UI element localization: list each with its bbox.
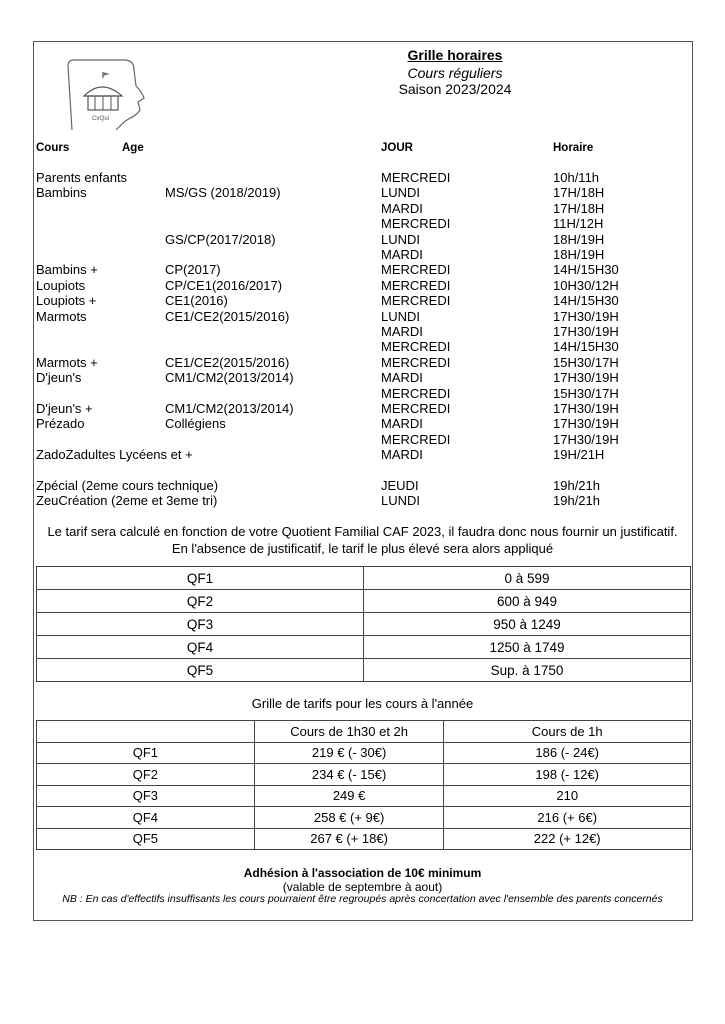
schedule-age: GS/CP(2017/2018) [165, 231, 276, 247]
circus-logo [64, 56, 150, 134]
schedule-jour: MERCREDI [381, 401, 451, 416]
schedule-age: CE1/CE2(2015/2016) [165, 354, 290, 370]
schedule-horaire: 15H30/17H [553, 385, 619, 401]
schedule-age: CP/CE1(2016/2017) [165, 277, 283, 293]
tarif-qf: QF1 [37, 742, 255, 764]
schedule-jour: LUNDI [381, 308, 421, 324]
tarif-short: 216 (+ 6€) [444, 807, 691, 829]
tarif-qf: QF3 [37, 785, 255, 807]
page-subtitle: Cours réguliers [407, 65, 503, 81]
tarif-short: 222 (+ 12€) [444, 828, 691, 850]
col-header-jour: JOUR [381, 142, 413, 154]
qf-label: QF4 [37, 636, 364, 659]
schedule-jour: MARDI [381, 447, 423, 463]
schedule-jour: MERCREDI [381, 385, 451, 401]
schedule-age: CE1/CE2(2015/2016) [165, 308, 290, 324]
schedule-jour: MERCREDI [381, 170, 451, 185]
schedule-horaire: 10H30/12H [553, 277, 619, 293]
schedule-cours: Parents enfants [36, 170, 128, 185]
schedule-jour: MARDI [381, 324, 423, 339]
tarif-short: 186 (- 24€) [444, 742, 691, 764]
qf-label: QF2 [37, 590, 364, 613]
qf-range: Sup. à 1750 [364, 659, 691, 682]
tarif-long: 249 € [254, 785, 444, 807]
schedule-horaire: 17H30/19H [553, 416, 619, 432]
table-row [37, 636, 691, 659]
schedule-jour: MERCREDI [381, 277, 451, 293]
tarif-long: 258 € (+ 9€) [254, 807, 444, 829]
schedule-cours: Marmots + [36, 354, 98, 370]
schedule-horaire: 11H/12H [553, 216, 604, 232]
schedule-horaire: 18H/19H [553, 247, 605, 262]
qf-label: QF3 [37, 613, 364, 636]
table-row [37, 742, 691, 764]
schedule-horaire: 14H/15H30 [553, 339, 619, 355]
schedule-jour: MERCREDI [381, 216, 451, 232]
table-row [37, 613, 691, 636]
table-row [37, 807, 691, 829]
tarif-long: 267 € (+ 18€) [254, 828, 444, 850]
qf-label: QF1 [37, 567, 364, 590]
nb-text: NB : En cas d'effectifs insuffisants les cours pourraient être regroupés après concertation avec l'ensemble des parents concernés [62, 893, 663, 905]
tarif-header: Cours de 1h30 et 2h [254, 721, 444, 743]
schedule-horaire: 18H/19H [553, 231, 605, 247]
tarif-qf: QF5 [37, 828, 255, 850]
schedule-horaire: 17H/18H [553, 200, 605, 216]
schedule-cours: Loupiots + [36, 293, 97, 309]
schedule-cours: D'jeun's [36, 370, 82, 386]
schedule-age: MS/GS (2018/2019) [165, 185, 281, 201]
tarif-table-title: Grille de tarifs pour les cours à l'année [251, 696, 474, 711]
schedule-jour: LUNDI [381, 185, 421, 201]
tarif-qf: QF2 [37, 764, 255, 786]
schedule-horaire: 19h/21h [553, 493, 600, 509]
schedule-cours: Bambins [36, 185, 87, 201]
table-row [37, 567, 691, 590]
table-row [37, 785, 691, 807]
schedule-age: CE1(2016) [165, 293, 228, 309]
schedule-cours: Loupiots [36, 277, 86, 293]
schedule-jour: MERCREDI [381, 354, 451, 370]
tarif-header [37, 721, 255, 743]
schedule-age: Collégiens [165, 416, 226, 432]
schedule-jour: MARDI [381, 200, 423, 216]
schedule-age: CP(2017) [165, 262, 221, 278]
schedule-horaire: 14H/15H30 [553, 293, 619, 309]
schedule-horaire: 19h/21h [553, 478, 600, 493]
schedule-jour: MERCREDI [381, 339, 451, 355]
page-title: Grille horaires [407, 47, 503, 63]
qf-label: QF5 [37, 659, 364, 682]
tarif-short: 210 [444, 785, 691, 807]
tarif-header: Cours de 1h [444, 721, 691, 743]
schedule-cours: Prézado [36, 416, 85, 432]
schedule-horaire: 17H30/19H [553, 324, 619, 339]
schedule-age: CM1/CM2(2013/2014) [165, 401, 294, 416]
schedule-horaire: 17H30/19H [553, 370, 619, 386]
qf-range: 1250 à 1749 [364, 636, 691, 659]
tarif-table [36, 720, 691, 850]
tarif-long: 219 € (- 30€) [254, 742, 444, 764]
col-header-horaire: Horaire [553, 142, 594, 154]
logo-text: CirQui [92, 116, 110, 122]
schedule-cours: ZeuCréation (2eme et 3eme tri) [36, 493, 218, 509]
table-row [37, 764, 691, 786]
schedule-jour: MARDI [381, 370, 423, 386]
col-header-cours: Cours [36, 142, 70, 154]
schedule-jour: MERCREDI [381, 431, 451, 447]
schedule-cours: D'jeun's + [36, 401, 93, 416]
col-header-age: Age [122, 142, 144, 154]
adhesion-text: Adhésion à l'association de 10€ minimum [243, 866, 482, 880]
schedule-horaire: 17H30/19H [553, 401, 619, 416]
schedule-jour: MERCREDI [381, 293, 451, 309]
schedule-horaire: 17H30/19H [553, 431, 619, 447]
tarif-note-line2: En l'absence de justificatif, le tarif le plus élevé sera alors appliqué [171, 541, 554, 556]
schedule-horaire: 14H/15H30 [553, 262, 619, 278]
tarif-note-line1: Le tarif sera calculé en fonction de votre Quotient Familial CAF 2023, il faudra donc nous fournir un justificatif. [47, 524, 678, 539]
schedule-cours: Marmots [36, 308, 87, 324]
table-row [37, 659, 691, 682]
validity-text: (valable de septembre à aout) [282, 880, 443, 894]
tarif-short: 198 (- 12€) [444, 764, 691, 786]
tarif-long: 234 € (- 15€) [254, 764, 444, 786]
qf-range: 600 à 949 [364, 590, 691, 613]
schedule-jour: MARDI [381, 247, 423, 262]
qf-table [36, 566, 691, 682]
schedule-horaire: 17H/18H [553, 185, 605, 201]
table-header-row [37, 721, 691, 743]
schedule-horaire: 19H/21H [553, 447, 605, 463]
qf-range: 950 à 1249 [364, 613, 691, 636]
schedule-jour: LUNDI [381, 493, 421, 509]
schedule-horaire: 17H30/19H [553, 308, 619, 324]
schedule-age: CM1/CM2(2013/2014) [165, 370, 294, 386]
schedule-jour: JEUDI [381, 478, 419, 493]
schedule-jour: LUNDI [381, 231, 421, 247]
table-row [37, 590, 691, 613]
season-label: Saison 2023/2024 [398, 81, 512, 97]
schedule-cours: ZadoZadultes Lycéens et + [36, 447, 193, 463]
schedule-horaire: 15H30/17H [553, 354, 619, 370]
schedule-jour: MERCREDI [381, 262, 451, 278]
qf-range: 0 à 599 [364, 567, 691, 590]
table-row [37, 828, 691, 850]
schedule-horaire: 10h/11h [553, 170, 600, 185]
schedule-jour: MARDI [381, 416, 423, 432]
schedule-cours: Bambins + [36, 262, 98, 278]
schedule-cours: Zpécial (2eme cours technique) [36, 478, 219, 493]
tarif-qf: QF4 [37, 807, 255, 829]
